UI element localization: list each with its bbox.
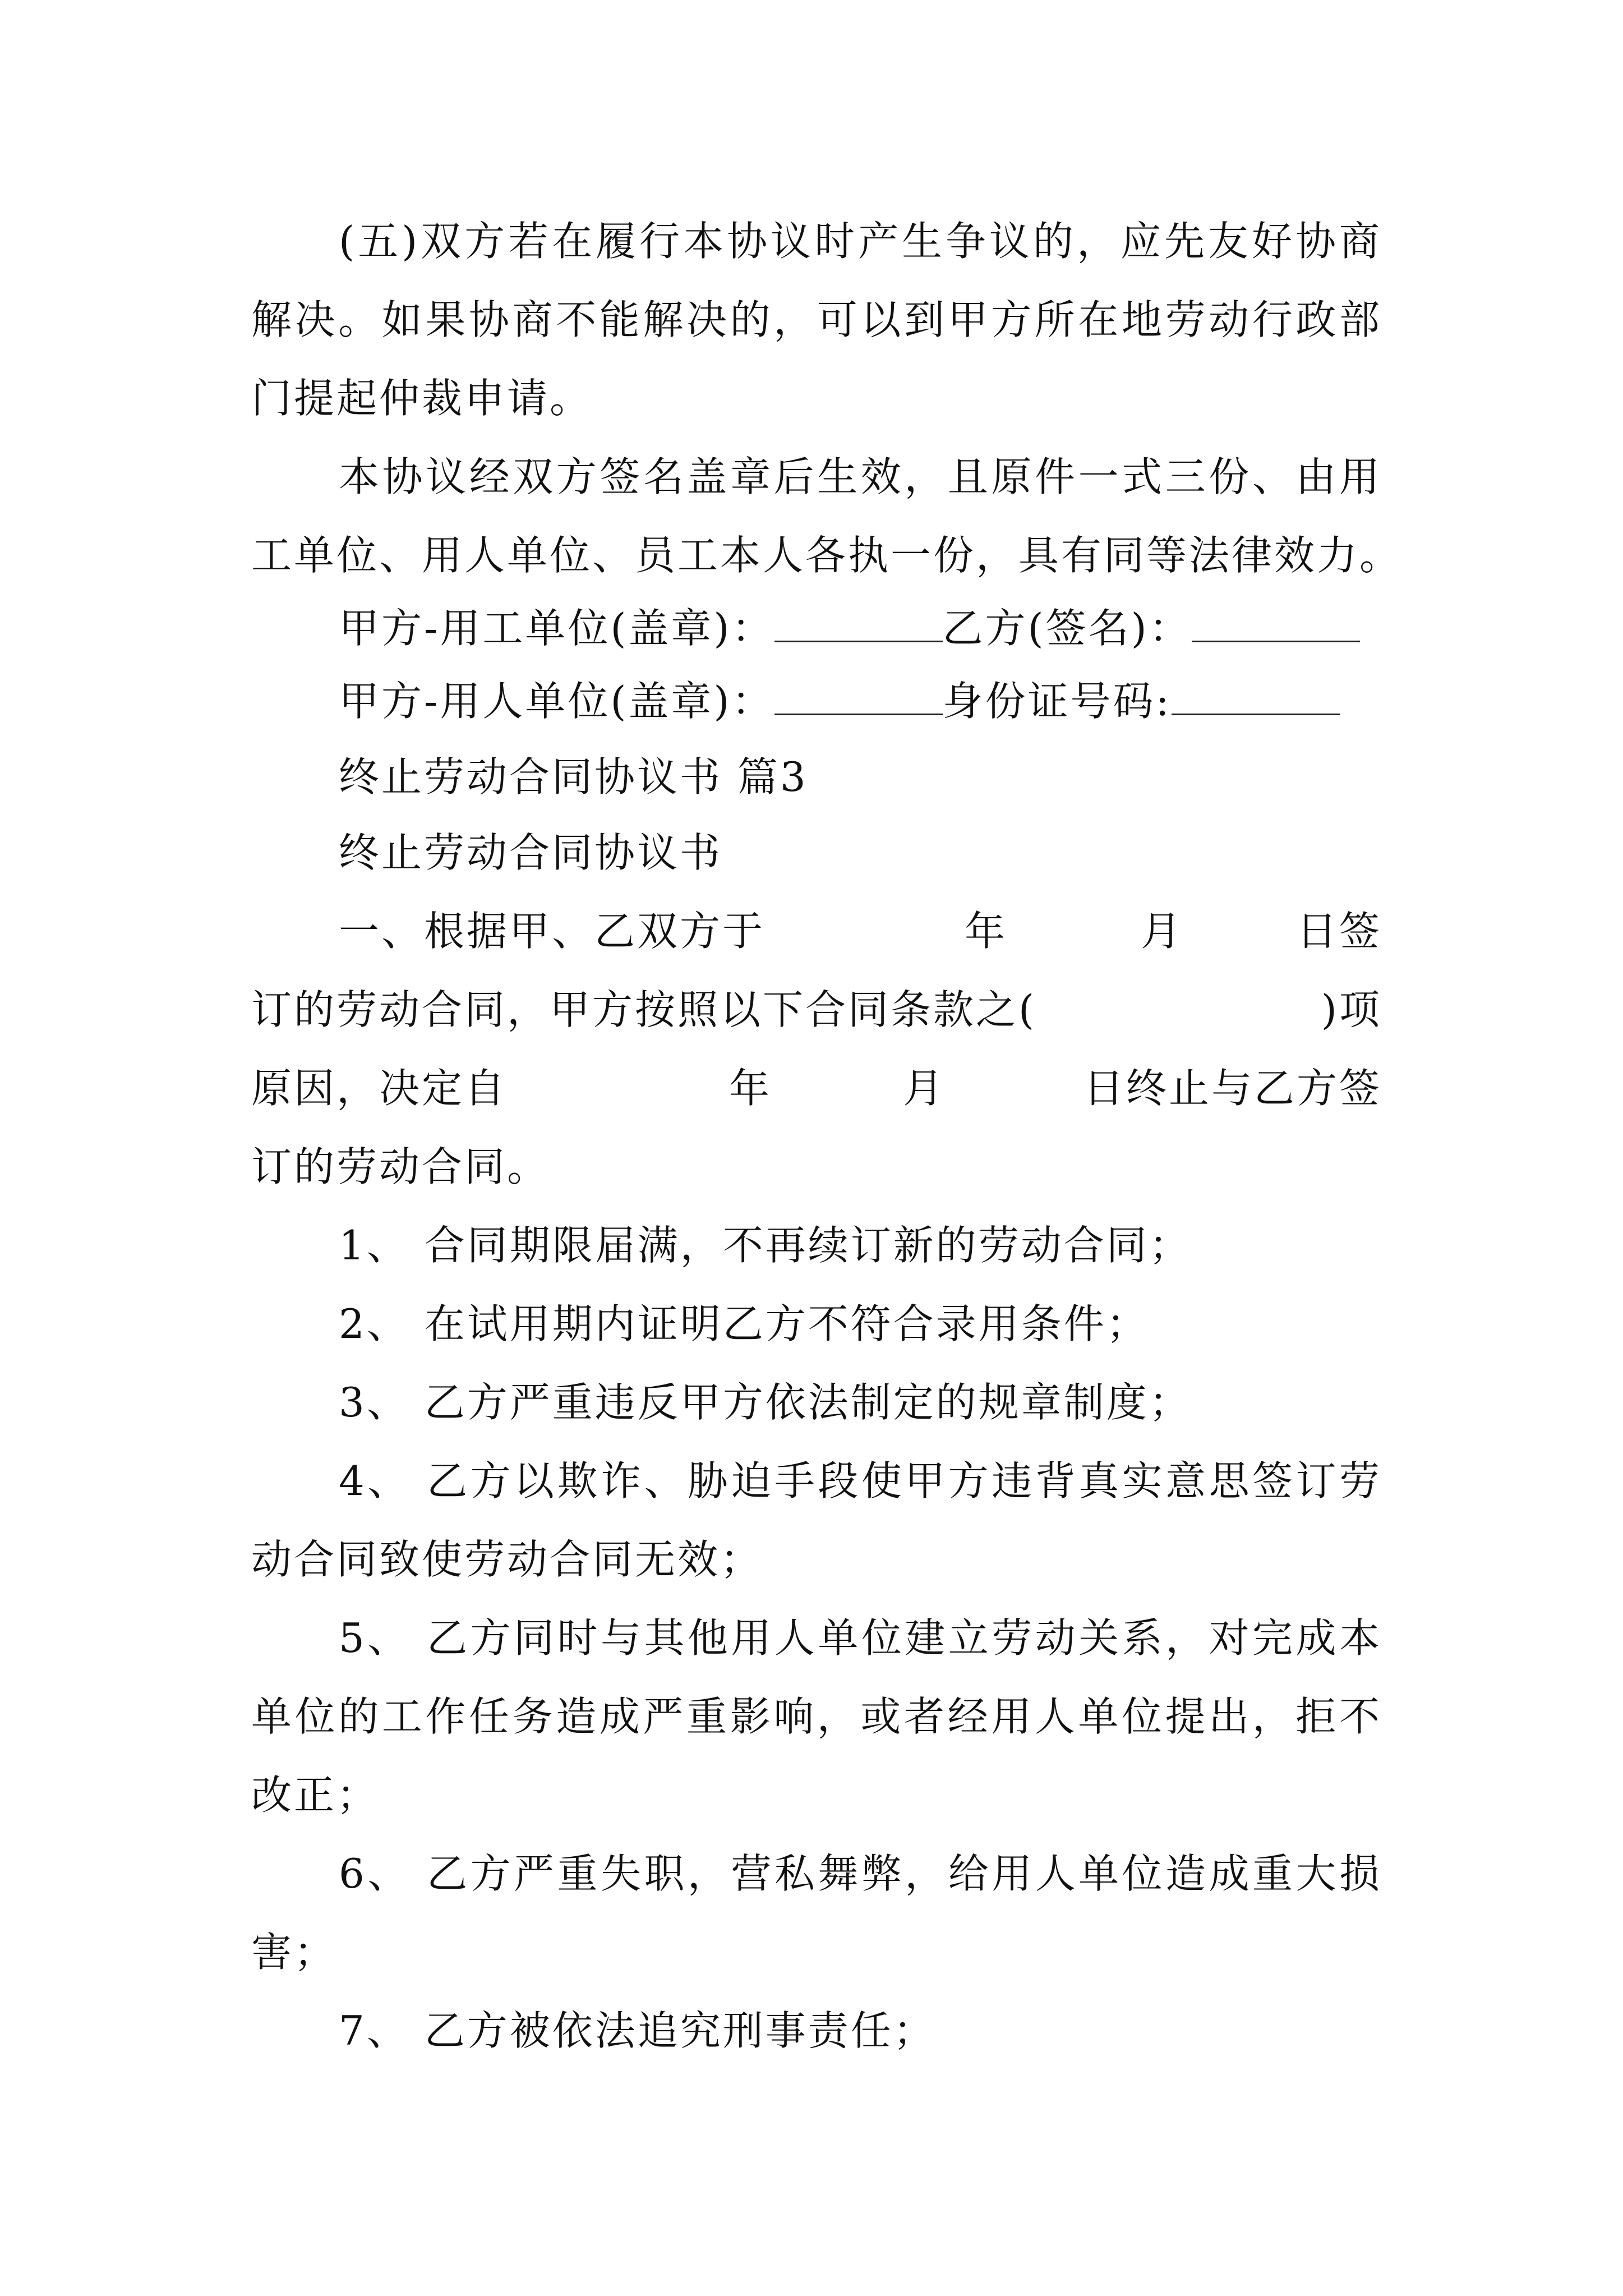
paragraph-line: 订的劳动合同，甲方按照以下合同条款之( )项 — [251, 986, 1382, 1033]
list-item: 5、 乙方同时与其他用人单位建立劳动关系，对完成本 — [339, 1614, 1382, 1662]
party-a-employer-label: 甲方-用工单位(盖章)： — [339, 605, 774, 652]
list-item-continuation: 害； — [251, 1929, 337, 1976]
paragraph-line: (五)双方若在履行本协议时产生争议的，应先友好协商 — [339, 218, 1382, 265]
list-item: 6、 乙方严重失职，营私舞弊，给用人单位造成重大损 — [339, 1850, 1382, 1897]
document-title: 终止劳动合同协议书 — [339, 829, 723, 876]
signature-line — [339, 673, 1382, 729]
list-item: 7、 乙方被依法追究刑事责任； — [339, 2007, 936, 2054]
signature-blank — [1172, 679, 1340, 715]
paragraph-line: 原因，决定自 年 月 日终止与乙方签 — [251, 1065, 1382, 1112]
section-heading: 终止劳动合同协议书 篇3 — [339, 753, 808, 800]
list-item-continuation: 单位的工作任务造成严重影响，或者经用人单位提出，拒不 — [251, 1693, 1382, 1740]
list-item: 1、 合同期限届满，不再续订新的劳动合同； — [339, 1222, 1192, 1269]
paragraph-line: 订的劳动合同。 — [251, 1143, 550, 1190]
signature-blank — [1192, 606, 1360, 642]
party-a-user-label: 甲方-用人单位(盖章)： — [339, 678, 774, 725]
list-item: 4、 乙方以欺诈、胁迫手段使甲方违背真实意思签订劳 — [339, 1457, 1382, 1504]
list-item-continuation: 改正； — [251, 1772, 380, 1819]
paragraph-line: 本协议经双方签名盖章后生效，且原件一式三份、由用 — [339, 453, 1382, 500]
paragraph-line: 门提起仲裁申请。 — [251, 375, 593, 422]
id-number-label: 身份证号码: — [942, 678, 1172, 725]
party-b-label: 乙方(签名)： — [942, 605, 1192, 652]
signature-line — [339, 600, 1382, 656]
list-item: 2、 在试用期内证明乙方不符合录用条件； — [339, 1300, 1149, 1347]
paragraph-line: 解决。如果协商不能解决的，可以到甲方所在地劳动行政部 — [251, 296, 1382, 343]
signature-blank — [774, 679, 943, 715]
paragraph-line: 一、根据甲、乙双方于 年 月 日签 — [339, 908, 1382, 955]
list-item: 3、 乙方严重违反甲方依法制定的规章制度； — [339, 1379, 1192, 1426]
paragraph-line: 工单位、用人单位、员工本人各执一份，具有同等法律效力。 — [251, 532, 1403, 579]
list-item-continuation: 动合同致使劳动合同无效； — [251, 1536, 763, 1583]
signature-blank — [774, 606, 943, 642]
